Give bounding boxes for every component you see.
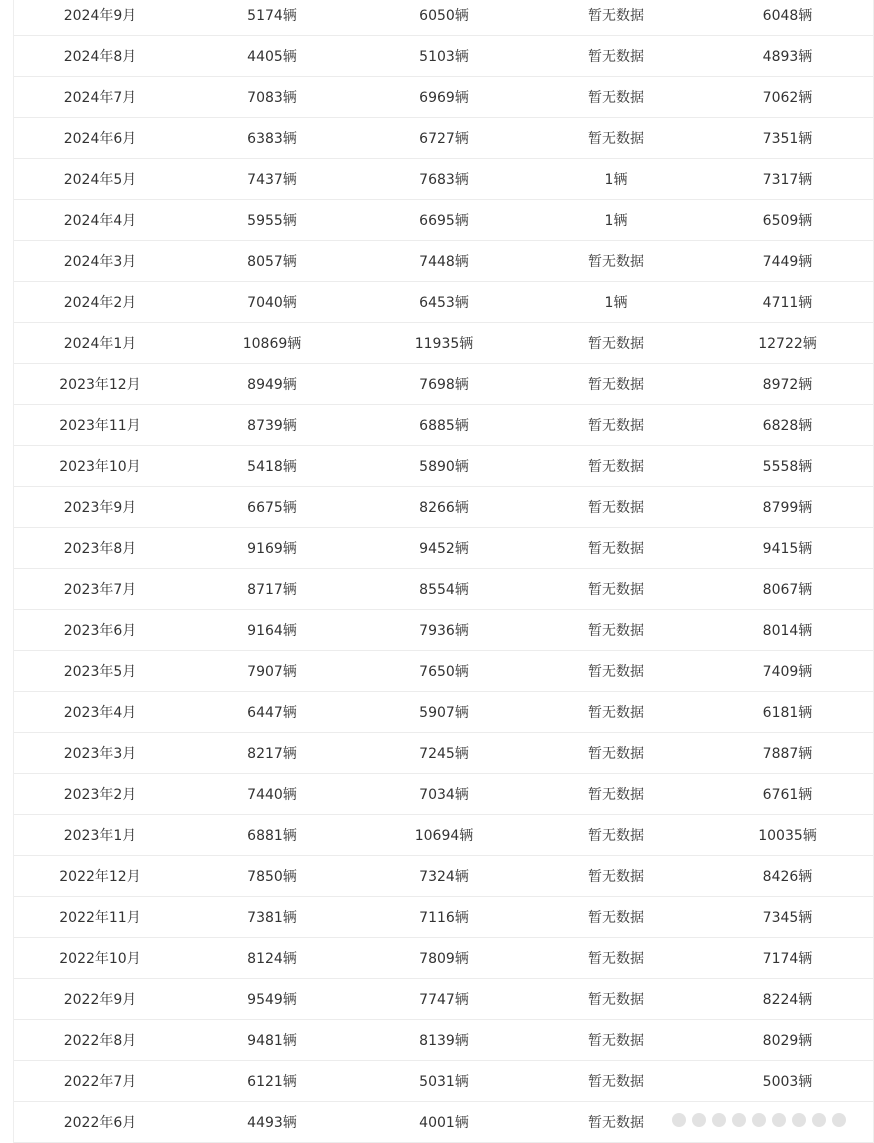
table-row [14, 569, 873, 610]
col3-cell: 7698辆 [358, 364, 530, 405]
sales-table-container [13, 0, 874, 1143]
col4-cell: 暂无数据 [530, 1061, 702, 1102]
month-cell: 2024年4月 [14, 200, 186, 241]
month-cell: 2024年3月 [14, 241, 186, 282]
sales-table-body [14, 0, 873, 1143]
col2-cell: 5418辆 [186, 446, 358, 487]
table-row [14, 815, 873, 856]
overlay-dot-icon [772, 1113, 786, 1127]
col2-cell: 9549辆 [186, 979, 358, 1020]
col2-cell: 6447辆 [186, 692, 358, 733]
col4-cell: 暂无数据 [530, 323, 702, 364]
col4-cell: 暂无数据 [530, 897, 702, 938]
month-cell: 2022年11月 [14, 897, 186, 938]
col4-cell: 暂无数据 [530, 856, 702, 897]
table-row [14, 405, 873, 446]
month-cell: 2023年12月 [14, 364, 186, 405]
month-cell: 2024年7月 [14, 77, 186, 118]
col4-cell: 暂无数据 [530, 938, 702, 979]
col3-cell: 4001辆 [358, 1102, 530, 1143]
watermark-overlay [664, 1108, 866, 1132]
col2-cell: 8717辆 [186, 569, 358, 610]
col4-cell: 暂无数据 [530, 1020, 702, 1061]
table-row [14, 0, 873, 36]
col5-cell: 8224辆 [702, 979, 873, 1020]
col3-cell: 6695辆 [358, 200, 530, 241]
col3-cell: 5031辆 [358, 1061, 530, 1102]
overlay-dot-icon [712, 1113, 726, 1127]
table-row [14, 487, 873, 528]
table-row [14, 77, 873, 118]
col5-cell: 6048辆 [702, 0, 873, 36]
month-cell: 2023年11月 [14, 405, 186, 446]
col2-cell: 7850辆 [186, 856, 358, 897]
col3-cell: 7809辆 [358, 938, 530, 979]
col4-cell: 暂无数据 [530, 487, 702, 528]
month-cell: 2022年6月 [14, 1102, 186, 1143]
col2-cell: 6675辆 [186, 487, 358, 528]
col5-cell: 8799辆 [702, 487, 873, 528]
col3-cell: 7683辆 [358, 159, 530, 200]
col3-cell: 6885辆 [358, 405, 530, 446]
col4-cell: 暂无数据 [530, 610, 702, 651]
month-cell: 2023年3月 [14, 733, 186, 774]
col2-cell: 6121辆 [186, 1061, 358, 1102]
sales-table [14, 0, 873, 1143]
month-cell: 2024年6月 [14, 118, 186, 159]
month-cell: 2022年10月 [14, 938, 186, 979]
table-row [14, 610, 873, 651]
col2-cell: 7083辆 [186, 77, 358, 118]
col3-cell: 6727辆 [358, 118, 530, 159]
col5-cell: 6761辆 [702, 774, 873, 815]
col4-cell: 暂无数据 [530, 774, 702, 815]
table-row [14, 528, 873, 569]
month-cell: 2023年9月 [14, 487, 186, 528]
col4-cell: 暂无数据 [530, 77, 702, 118]
col3-cell: 7116辆 [358, 897, 530, 938]
col3-cell: 10694辆 [358, 815, 530, 856]
overlay-dot-icon [832, 1113, 846, 1127]
col3-cell: 7936辆 [358, 610, 530, 651]
col2-cell: 8217辆 [186, 733, 358, 774]
col5-cell: 8972辆 [702, 364, 873, 405]
col5-cell: 8067辆 [702, 569, 873, 610]
table-row [14, 979, 873, 1020]
table-row [14, 938, 873, 979]
table-row [14, 323, 873, 364]
col4-cell: 暂无数据 [530, 733, 702, 774]
overlay-dot-icon [732, 1113, 746, 1127]
table-row [14, 897, 873, 938]
col5-cell: 5003辆 [702, 1061, 873, 1102]
col4-cell: 暂无数据 [530, 1102, 702, 1143]
table-row [14, 241, 873, 282]
col2-cell: 8124辆 [186, 938, 358, 979]
table-row [14, 733, 873, 774]
col5-cell: 7887辆 [702, 733, 873, 774]
col2-cell: 9481辆 [186, 1020, 358, 1061]
table-row [14, 364, 873, 405]
table-row [14, 36, 873, 77]
col5-cell: 7062辆 [702, 77, 873, 118]
month-cell: 2023年8月 [14, 528, 186, 569]
col5-cell: 5558辆 [702, 446, 873, 487]
col5-cell: 7174辆 [702, 938, 873, 979]
month-cell: 2023年5月 [14, 651, 186, 692]
col3-cell: 7245辆 [358, 733, 530, 774]
col2-cell: 7440辆 [186, 774, 358, 815]
col5-cell: 9415辆 [702, 528, 873, 569]
table-row [14, 200, 873, 241]
overlay-dot-icon [692, 1113, 706, 1127]
col2-cell: 6383辆 [186, 118, 358, 159]
col2-cell: 8057辆 [186, 241, 358, 282]
col2-cell: 8949辆 [186, 364, 358, 405]
table-row [14, 1061, 873, 1102]
month-cell: 2022年8月 [14, 1020, 186, 1061]
col2-cell: 10869辆 [186, 323, 358, 364]
col3-cell: 11935辆 [358, 323, 530, 364]
col4-cell: 暂无数据 [530, 692, 702, 733]
table-row [14, 159, 873, 200]
col4-cell: 暂无数据 [530, 979, 702, 1020]
month-cell: 2024年8月 [14, 36, 186, 77]
col3-cell: 7324辆 [358, 856, 530, 897]
overlay-dot-icon [812, 1113, 826, 1127]
col4-cell: 1辆 [530, 200, 702, 241]
col5-cell: 8029辆 [702, 1020, 873, 1061]
col5-cell: 4711辆 [702, 282, 873, 323]
col4-cell: 暂无数据 [530, 118, 702, 159]
month-cell: 2022年9月 [14, 979, 186, 1020]
overlay-dot-icon [752, 1113, 766, 1127]
col2-cell: 9164辆 [186, 610, 358, 651]
month-cell: 2022年7月 [14, 1061, 186, 1102]
col3-cell: 6969辆 [358, 77, 530, 118]
col3-cell: 9452辆 [358, 528, 530, 569]
col3-cell: 5103辆 [358, 36, 530, 77]
col4-cell: 暂无数据 [530, 241, 702, 282]
col2-cell: 4493辆 [186, 1102, 358, 1143]
table-row [14, 446, 873, 487]
table-row [14, 692, 873, 733]
col3-cell: 5907辆 [358, 692, 530, 733]
col4-cell: 暂无数据 [530, 815, 702, 856]
col4-cell: 暂无数据 [530, 405, 702, 446]
col4-cell: 暂无数据 [530, 651, 702, 692]
col5-cell: 7317辆 [702, 159, 873, 200]
col5-cell: 7345辆 [702, 897, 873, 938]
col3-cell: 6050辆 [358, 0, 530, 36]
month-cell: 2023年1月 [14, 815, 186, 856]
col5-cell: 7351辆 [702, 118, 873, 159]
col4-cell: 1辆 [530, 159, 702, 200]
month-cell: 2024年1月 [14, 323, 186, 364]
month-cell: 2024年5月 [14, 159, 186, 200]
col3-cell: 8139辆 [358, 1020, 530, 1061]
table-row [14, 118, 873, 159]
col2-cell: 7907辆 [186, 651, 358, 692]
month-cell: 2022年12月 [14, 856, 186, 897]
col4-cell: 暂无数据 [530, 36, 702, 77]
col2-cell: 7040辆 [186, 282, 358, 323]
col4-cell: 暂无数据 [530, 364, 702, 405]
col4-cell: 1辆 [530, 282, 702, 323]
col3-cell: 7448辆 [358, 241, 530, 282]
overlay-dot-icon [672, 1113, 686, 1127]
col3-cell: 7747辆 [358, 979, 530, 1020]
col5-cell: 6181辆 [702, 692, 873, 733]
col5-cell: 6509辆 [702, 200, 873, 241]
col2-cell: 4405辆 [186, 36, 358, 77]
col2-cell: 8739辆 [186, 405, 358, 446]
col5-cell: 7449辆 [702, 241, 873, 282]
month-cell: 2024年2月 [14, 282, 186, 323]
table-row [14, 1020, 873, 1061]
col4-cell: 暂无数据 [530, 446, 702, 487]
col5-cell: 8426辆 [702, 856, 873, 897]
month-cell: 2023年7月 [14, 569, 186, 610]
col3-cell: 7034辆 [358, 774, 530, 815]
col3-cell: 8554辆 [358, 569, 530, 610]
col2-cell: 7437辆 [186, 159, 358, 200]
col5-cell: 10035辆 [702, 815, 873, 856]
col5-cell: 4893辆 [702, 36, 873, 77]
col3-cell: 5890辆 [358, 446, 530, 487]
month-cell: 2023年10月 [14, 446, 186, 487]
table-row [14, 856, 873, 897]
col2-cell: 9169辆 [186, 528, 358, 569]
month-cell: 2023年2月 [14, 774, 186, 815]
table-row [14, 651, 873, 692]
col3-cell: 6453辆 [358, 282, 530, 323]
col2-cell: 5955辆 [186, 200, 358, 241]
col3-cell: 7650辆 [358, 651, 530, 692]
month-cell: 2023年4月 [14, 692, 186, 733]
month-cell: 2024年9月 [14, 0, 186, 36]
table-row [14, 774, 873, 815]
col5-cell: 12722辆 [702, 323, 873, 364]
col5-cell: 6828辆 [702, 405, 873, 446]
col4-cell: 暂无数据 [530, 528, 702, 569]
col4-cell: 暂无数据 [530, 0, 702, 36]
overlay-dot-icon [792, 1113, 806, 1127]
month-cell: 2023年6月 [14, 610, 186, 651]
col2-cell: 7381辆 [186, 897, 358, 938]
col2-cell: 6881辆 [186, 815, 358, 856]
col4-cell: 暂无数据 [530, 569, 702, 610]
col3-cell: 8266辆 [358, 487, 530, 528]
col5-cell: 7409辆 [702, 651, 873, 692]
col2-cell: 5174辆 [186, 0, 358, 36]
table-row [14, 282, 873, 323]
col5-cell: 8014辆 [702, 610, 873, 651]
